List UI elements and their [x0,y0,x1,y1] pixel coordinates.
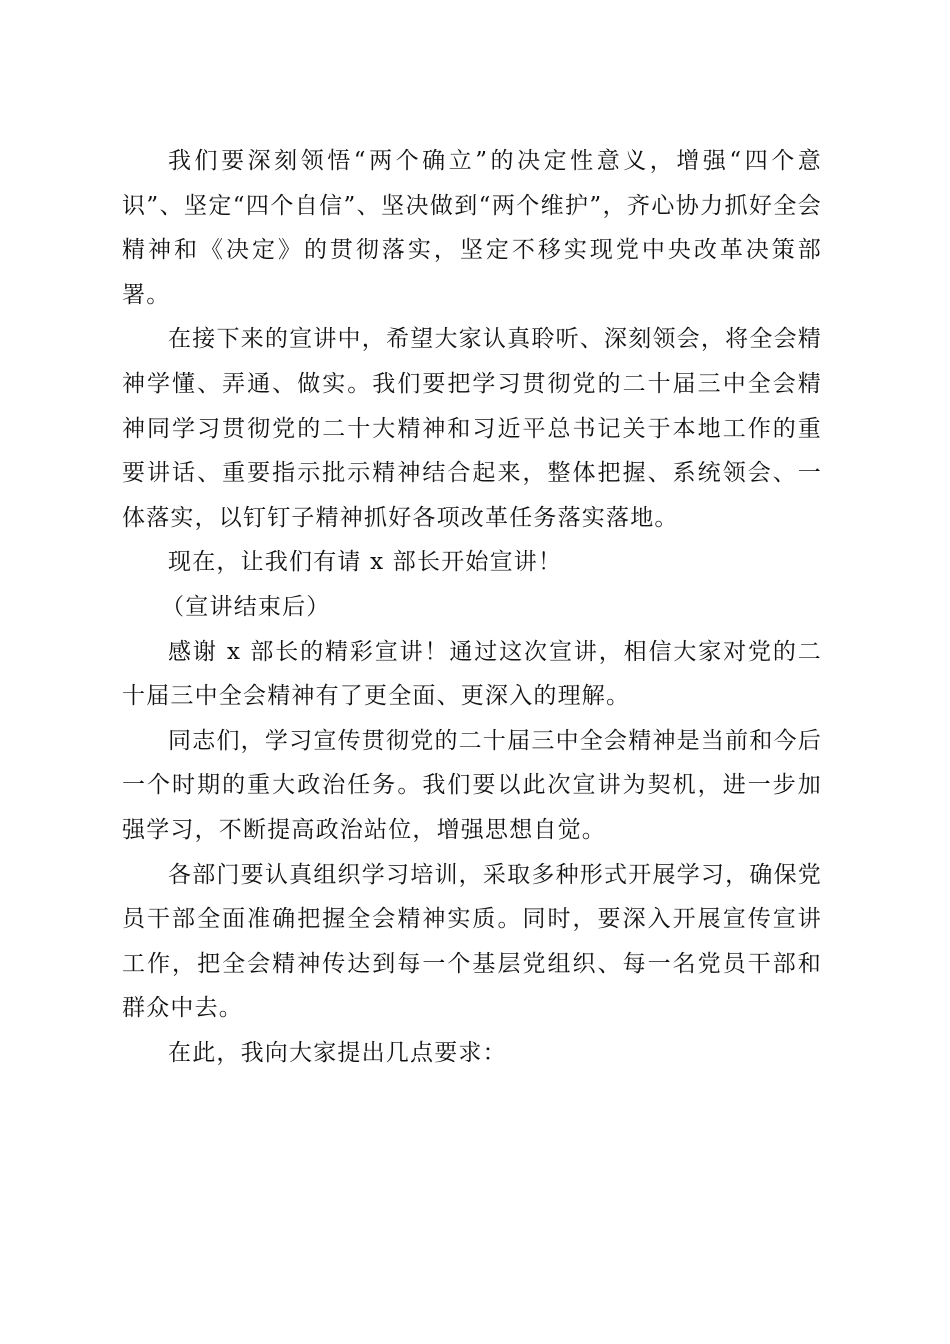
stage-note: （宣讲结束后） [161,593,331,620]
paragraph-8: 在此，我向大家提出几点要求： [168,1039,507,1066]
paragraph-2: 在接下来的宣讲中，希望大家认真聆听、深刻领会，将全会精神学懂、弄通、做实。我们要把学习贯彻党的二十届三中全会精神同学习贯彻党的二十大精神和习近平总书记关于本地工作的重要讲话、重要指示批示精神结合起来，整体把握、系统领会、一体落实，以钉钉子精神抓好各项改革任务落实落地。 [122,326,822,531]
paragraph-5: 感谢 x 部长的精彩宣讲！通过这次宣讲，相信大家对党的二十届三中全会精神有了更全面、更深入的理解。 [122,638,822,710]
paragraph-3: 现在，让我们有请 x 部长开始宣讲！ [168,549,563,576]
paragraph-1: 我们要深刻领悟“两个确立”的决定性意义，增强“四个意识”、坚定“四个自信”、坚决做到“两个维护”，齐心协力抓好全会精神和《决定》的贯彻落实，坚定不移实现党中央改革决策部署。 [122,148,822,308]
document-body [122,139,822,1075]
paragraph-6: 同志们，学习宣传贯彻党的二十届三中全会精神是当前和今后一个时期的重大政治任务。我们要以此次宣讲为契机，进一步加强学习，不断提高政治站位，增强思想自觉。 [122,727,822,843]
paragraph-7: 各部门要认真组织学习培训，采取多种形式开展学习，确保党员干部全面准确把握全会精神实质。同时，要深入开展宣传宣讲工作，把全会精神传达到每一个基层党组织、每一名党员干部和群众中去。 [122,861,822,1022]
